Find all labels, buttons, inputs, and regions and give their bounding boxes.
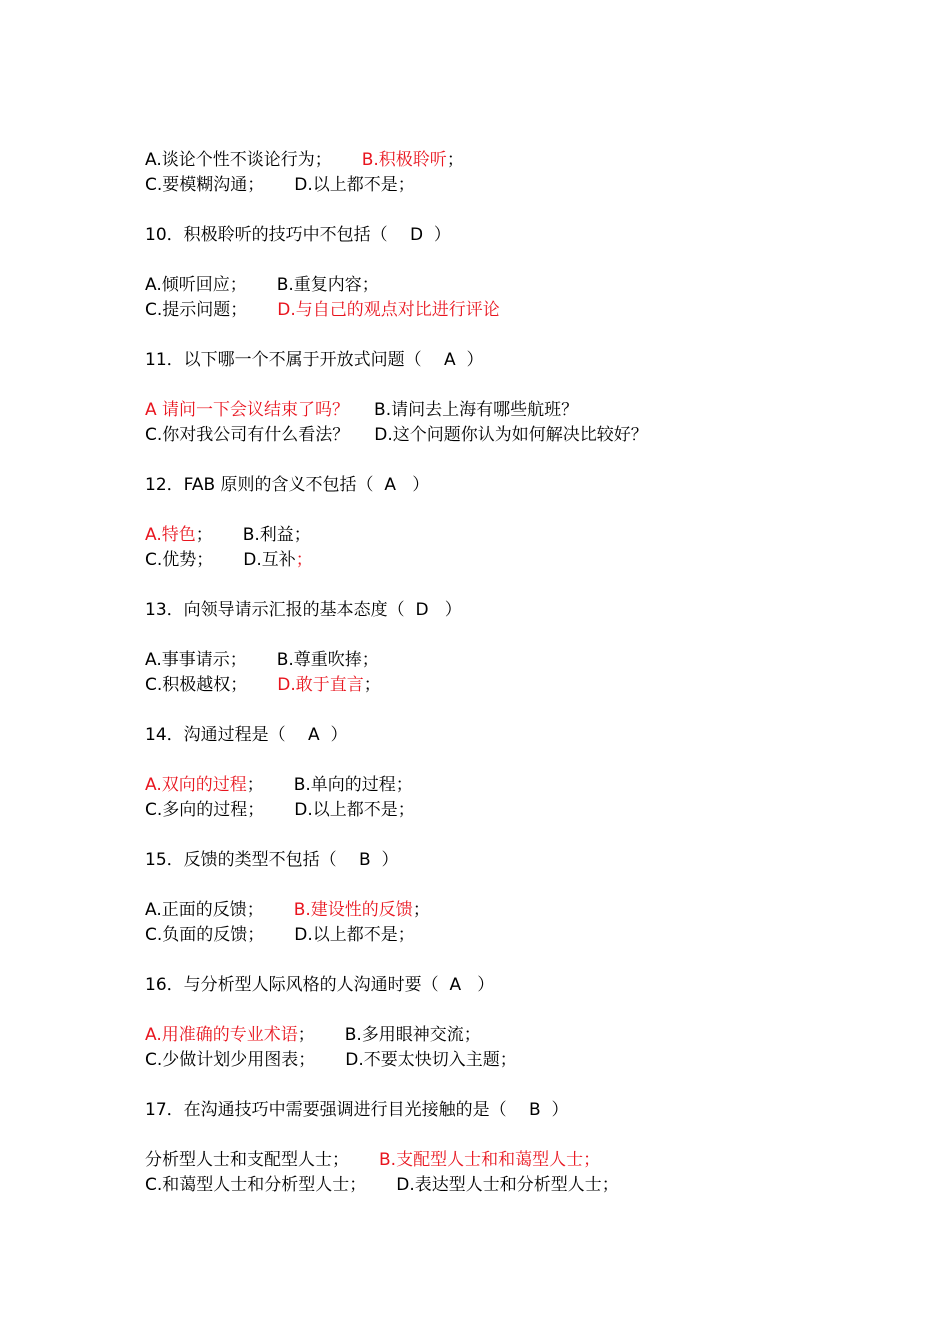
option-b: B.请问去上海有哪些航班？ [374,400,579,420]
option-d: D.不要太快切入主题； [345,1050,517,1070]
question-16: 16．与分析型人际风格的人沟通时要（ A ） [145,975,495,995]
options-row [145,298,845,323]
option-c: C.多向的过程； [145,800,265,820]
question-12: 12．FAB 原则的含义不包括（ A ） [145,475,430,495]
options-row [145,798,845,823]
options-row: A.正面的反馈； B.建设性的反馈； [145,900,430,920]
options-row [145,273,845,298]
options-row [145,423,845,448]
option-d: D.以上都不是； [294,800,415,820]
question-17: 17．在沟通技巧中需要强调进行目光接触的是（ B ） [145,1100,569,1120]
option-a: A.谈论个性不谈论行为； [145,150,332,170]
option-a: A.正面的反馈； [145,900,264,920]
option-c: C.积极越权； [145,675,248,695]
option-c: C.优势； [145,550,214,570]
question-15: 15．反馈的类型不包括（ B ） [145,850,399,870]
option-d: D.以上都不是； [294,175,415,195]
question-10: 10．积极聆听的技巧中不包括（ D ） [145,225,451,245]
options-row [145,1148,845,1173]
option-a-answer: A 请问一下会议结束了吗？ [145,400,350,420]
options-row: A.特色； B.利益； [145,525,311,545]
document-page [145,148,845,1198]
option-c: C.提示问题； [145,300,248,320]
options-row: A.双向的过程； B.单向的过程； [145,775,413,795]
options-row [145,1048,845,1073]
option-c: C.负面的反馈； [145,925,265,945]
option-b: B.尊重吹捧； [276,650,379,670]
option-c: C.要模糊沟通； [145,175,265,195]
option-b-answer: B.支配型人士和和蔼型人士； [379,1150,601,1170]
option-c: C.和蔼型人士和分析型人士； [145,1175,367,1195]
option-a: A.倾听回应； [145,275,247,295]
option-a: 分析型人士和支配型人士； [145,1150,349,1170]
option-b: B.多用眼神交流； [344,1025,481,1045]
option-b: B.利益； [242,525,311,545]
option-d: D.以上都不是； [294,925,415,945]
option-a-answer: A.双向的过程 [145,775,247,795]
option-d-answer: D.敢于直言 [277,675,364,695]
question-14: 14．沟通过程是（ A ） [145,725,348,745]
options-row [145,398,845,423]
option-d: D.这个问题你认为如何解决比较好？ [374,425,648,445]
options-row [145,173,845,198]
options-row: A.谈论个性不谈论行为； B.积极聆听； [145,150,464,170]
option-c: C.少做计划少用图表； [145,1050,316,1070]
question-13: 13．向领导请示汇报的基本态度（ D ） [145,600,462,620]
option-c: C.你对我公司有什么看法？ [145,425,350,445]
option-d: D.表达型人士和分析型人士； [396,1175,619,1195]
options-row [145,1173,845,1198]
question-11: 11．以下哪一个不属于开放式问题（ A ） [145,350,484,370]
option-d: D.互补 [243,550,296,570]
option-d-answer: D.与自己的观点对比进行评论 [277,300,500,320]
options-row [145,648,845,673]
options-row: C.优势； D.互补； [145,550,313,570]
option-a: A.事事请示； [145,650,247,670]
options-row: C.积极越权； D.敢于直言； [145,675,381,695]
option-a-answer: A.特色 [145,525,196,545]
option-a-answer: A.用准确的专业术语 [145,1025,298,1045]
options-row: A.用准确的专业术语； B.多用眼神交流； [145,1025,481,1045]
option-b: B.重复内容； [276,275,379,295]
option-b-answer: B.建设性的反馈 [293,900,413,920]
option-b: B.单向的过程； [293,775,413,795]
option-b-answer: B.积极聆听 [361,150,447,170]
options-row [145,923,845,948]
